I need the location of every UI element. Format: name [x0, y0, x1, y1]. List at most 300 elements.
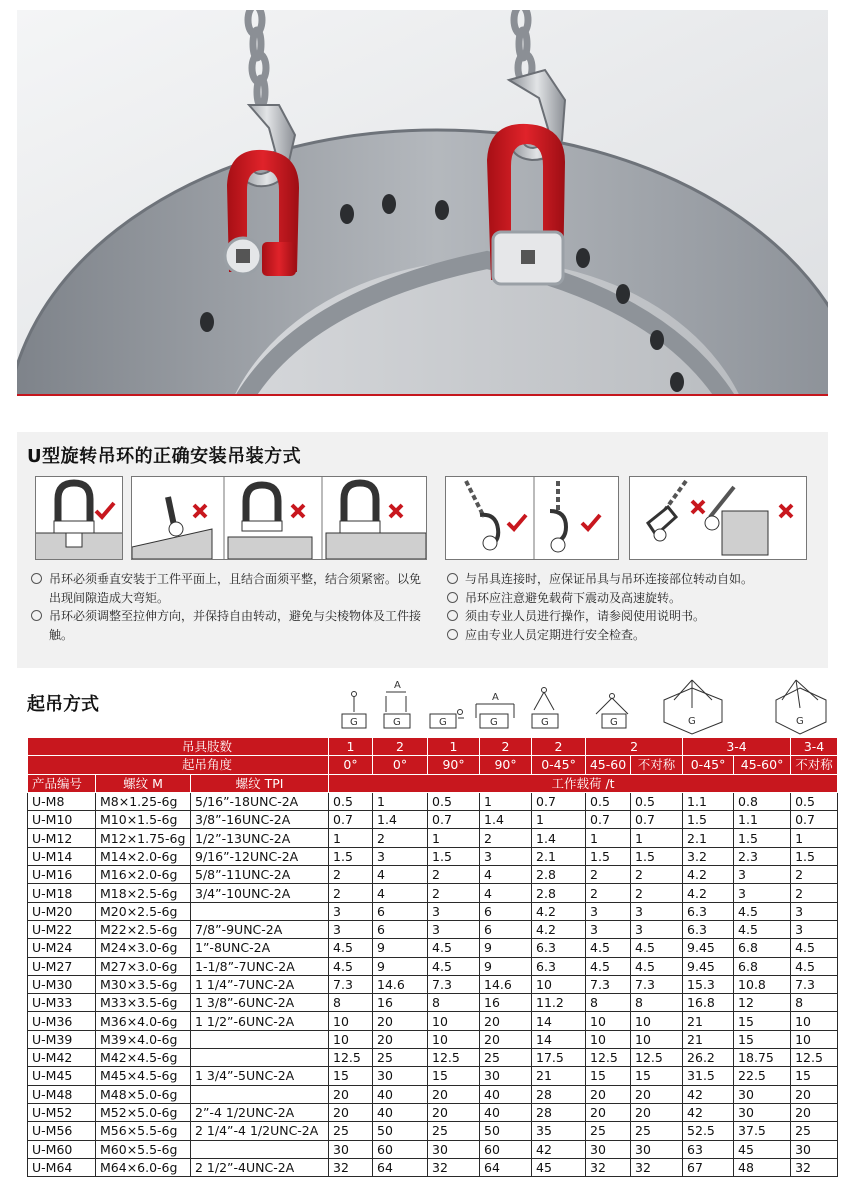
thread-m-cell: M33×3.5-6g: [96, 994, 191, 1012]
wll-value-cell: 3: [586, 920, 631, 938]
thread-m-cell: M8×1.25-6g: [96, 792, 191, 810]
table-row: [28, 957, 838, 975]
thread-tpi-cell: 1/2”-13UNC-2A: [191, 829, 329, 847]
wll-value-cell: 2: [373, 829, 428, 847]
two-leg-vertical-icon: [384, 680, 410, 728]
wll-value-cell: 8: [631, 994, 683, 1012]
angle-cell: 90°: [428, 756, 480, 774]
wll-value-cell: 4.5: [631, 957, 683, 975]
four-leg-asymmetric-icon: [776, 680, 826, 734]
wll-value-cell: 0.7: [631, 811, 683, 829]
note-item: 与吊具连接时，应保证吊具与吊环连接部位转动自如。: [447, 570, 817, 589]
legs-cell: 2: [480, 738, 532, 756]
product-code-cell: U-M10: [28, 811, 96, 829]
wll-value-cell: 4.5: [428, 939, 480, 957]
wll-value-cell: 10: [428, 1030, 480, 1048]
wll-value-cell: 0.7: [329, 811, 373, 829]
table-row: [28, 902, 838, 920]
thread-tpi-cell: 2 1/2”-4UNC-2A: [191, 1158, 329, 1176]
method-title: 起吊方式: [27, 694, 99, 715]
wll-value-cell: 14.6: [480, 975, 532, 993]
wll-value-cell: 3: [428, 920, 480, 938]
wll-value-cell: 30: [734, 1085, 791, 1103]
single-leg-side-icon: [430, 710, 464, 729]
thread-m-cell: M27×3.0-6g: [96, 957, 191, 975]
wll-value-cell: 4.5: [791, 957, 838, 975]
wll-value-cell: 60: [373, 1140, 428, 1158]
wll-value-cell: 9: [480, 939, 532, 957]
wll-value-cell: 31.5: [683, 1067, 734, 1085]
thread-tpi-cell: [191, 1140, 329, 1158]
thread-m-cell: M42×4.5-6g: [96, 1049, 191, 1067]
wll-value-cell: 20: [428, 1085, 480, 1103]
wll-value-cell: 12.5: [586, 1049, 631, 1067]
wll-value-cell: 7.3: [791, 975, 838, 993]
check-icon: [508, 515, 526, 529]
wll-value-cell: 10: [791, 1030, 838, 1048]
wll-value-cell: 20: [586, 1085, 631, 1103]
product-code-cell: U-M42: [28, 1049, 96, 1067]
wll-value-cell: 2: [586, 866, 631, 884]
wll-value-cell: 3: [428, 902, 480, 920]
wll-value-cell: 4: [480, 884, 532, 902]
wll-value-cell: 8: [791, 994, 838, 1012]
thread-m-cell: M64×6.0-6g: [96, 1158, 191, 1176]
wll-value-cell: 10: [586, 1012, 631, 1030]
thread-m-cell: M10×1.5-6g: [96, 811, 191, 829]
wll-value-cell: 3: [791, 902, 838, 920]
diagram-correct-install: [35, 476, 123, 560]
header-row-columns: [28, 774, 838, 792]
product-code-cell: U-M27: [28, 957, 96, 975]
wll-value-cell: 20: [480, 1012, 532, 1030]
wll-value-cell: 52.5: [683, 1122, 734, 1140]
wll-value-cell: 14.6: [373, 975, 428, 993]
product-code-cell: U-M45: [28, 1067, 96, 1085]
circle-bullet-icon: [447, 610, 458, 621]
wll-value-cell: 30: [373, 1067, 428, 1085]
wll-value-cell: 25: [586, 1122, 631, 1140]
wll-value-cell: 6: [480, 920, 532, 938]
angle-cell: 0-45°: [532, 756, 586, 774]
wll-value-cell: 40: [373, 1085, 428, 1103]
wll-value-cell: 2: [428, 866, 480, 884]
angle-cell: 0°: [329, 756, 373, 774]
wll-value-cell: 1: [428, 829, 480, 847]
table-row: [28, 939, 838, 957]
table-row: [28, 1067, 838, 1085]
cross-icon: [390, 505, 402, 517]
two-leg-side-icon: [476, 692, 514, 728]
wll-value-cell: 25: [329, 1122, 373, 1140]
wll-value-cell: 0.7: [428, 811, 480, 829]
wll-value-cell: 40: [373, 1103, 428, 1121]
wll-value-cell: 2: [329, 866, 373, 884]
svg-text:G: G: [393, 717, 401, 728]
wll-value-cell: 6.3: [532, 957, 586, 975]
legs-cell: 2: [532, 738, 586, 756]
cross-icon: [292, 505, 304, 517]
legs-label: 吊具肢数: [28, 738, 329, 756]
wll-value-cell: 10: [329, 1012, 373, 1030]
wll-value-cell: 15: [631, 1067, 683, 1085]
wll-value-cell: 1.4: [480, 811, 532, 829]
wll-value-cell: 6.8: [734, 957, 791, 975]
wll-value-cell: 20: [329, 1085, 373, 1103]
wll-value-cell: 21: [683, 1012, 734, 1030]
wll-value-cell: 25: [480, 1049, 532, 1067]
notes-right: [447, 570, 817, 644]
wll-value-cell: 1: [373, 792, 428, 810]
thread-m-cell: M16×2.0-6g: [96, 866, 191, 884]
cross-icon: [692, 501, 704, 513]
table-row: [28, 920, 838, 938]
wll-value-cell: 2: [791, 884, 838, 902]
check-icon: [96, 503, 114, 517]
wll-value-cell: 32: [631, 1158, 683, 1176]
wll-value-cell: 20: [428, 1103, 480, 1121]
table-row: [28, 884, 838, 902]
wll-value-cell: 30: [586, 1140, 631, 1158]
wll-value-cell: 14: [532, 1012, 586, 1030]
svg-text:G: G: [490, 717, 498, 728]
wll-value-cell: 42: [683, 1103, 734, 1121]
wll-value-cell: 60: [480, 1140, 532, 1158]
table-row: [28, 994, 838, 1012]
wll-value-cell: 1.5: [586, 847, 631, 865]
angle-cell: 45-60°: [734, 756, 791, 774]
wll-value-cell: 25: [631, 1122, 683, 1140]
wll-value-cell: 10: [586, 1030, 631, 1048]
thread-tpi-cell: 1”-8UNC-2A: [191, 939, 329, 957]
table-row: [28, 1140, 838, 1158]
thread-tpi-cell: 9/16”-12UNC-2A: [191, 847, 329, 865]
wll-header: 工作载荷 /t: [329, 774, 838, 792]
wll-value-cell: 32: [791, 1158, 838, 1176]
product-code-cell: U-M16: [28, 866, 96, 884]
wll-value-cell: 21: [532, 1067, 586, 1085]
wll-value-cell: 2.3: [734, 847, 791, 865]
wll-value-cell: 12.5: [428, 1049, 480, 1067]
wll-value-cell: 1.5: [428, 847, 480, 865]
wll-value-cell: 17.5: [532, 1049, 586, 1067]
wll-value-cell: 50: [373, 1122, 428, 1140]
wll-value-cell: 4.5: [734, 902, 791, 920]
svg-text:G: G: [796, 716, 804, 727]
circle-bullet-icon: [447, 592, 458, 603]
angle-label: 起吊角度: [28, 756, 329, 774]
wll-value-cell: 15: [428, 1067, 480, 1085]
wll-value-cell: 45: [532, 1158, 586, 1176]
legs-cell: 3-4: [683, 738, 791, 756]
wll-value-cell: 8: [329, 994, 373, 1012]
header-row-legs: [28, 738, 838, 756]
wll-value-cell: 3: [631, 920, 683, 938]
wll-value-cell: 1.4: [373, 811, 428, 829]
legs-cell: 1: [428, 738, 480, 756]
wll-value-cell: 1.5: [329, 847, 373, 865]
wll-value-cell: 21: [683, 1030, 734, 1048]
wll-value-cell: 2: [631, 866, 683, 884]
wll-value-cell: 9: [480, 957, 532, 975]
wll-value-cell: 2: [329, 884, 373, 902]
thread-m-cell: M56×5.5-6g: [96, 1122, 191, 1140]
thread-tpi-cell: 7/8”-9UNC-2A: [191, 920, 329, 938]
wll-value-cell: 2.8: [532, 884, 586, 902]
wll-value-cell: 4.2: [683, 866, 734, 884]
wll-value-cell: 63: [683, 1140, 734, 1158]
wll-value-cell: 4.5: [631, 939, 683, 957]
code-header: 产品编号: [28, 774, 96, 792]
angle-cell: 90°: [480, 756, 532, 774]
diagram-sharp-edge: [629, 476, 807, 560]
hero-divider: [17, 394, 828, 396]
install-title: U型旋转吊环的正确安装吊装方式: [27, 446, 302, 467]
svg-text:G: G: [688, 716, 696, 727]
wll-value-cell: 0.7: [791, 811, 838, 829]
wll-value-cell: 10: [791, 1012, 838, 1030]
wll-value-cell: 6: [480, 902, 532, 920]
wll-value-cell: 15: [329, 1067, 373, 1085]
thread-m-cell: M30×3.5-6g: [96, 975, 191, 993]
product-code-cell: U-M39: [28, 1030, 96, 1048]
wll-value-cell: 20: [480, 1030, 532, 1048]
two-leg-wide-angle-icon: [596, 694, 628, 729]
product-code-cell: U-M60: [28, 1140, 96, 1158]
wll-value-cell: 9: [373, 957, 428, 975]
table-row: [28, 847, 838, 865]
wll-value-cell: 10: [631, 1030, 683, 1048]
wll-value-cell: 12.5: [791, 1049, 838, 1067]
wll-value-cell: 7.3: [428, 975, 480, 993]
product-code-cell: U-M8: [28, 792, 96, 810]
table-row: [28, 975, 838, 993]
wll-value-cell: 9: [373, 939, 428, 957]
wll-value-cell: 40: [480, 1103, 532, 1121]
hero-photo: [17, 10, 828, 394]
wll-value-cell: 25: [428, 1122, 480, 1140]
svg-text:A: A: [394, 680, 401, 691]
wll-value-cell: 0.5: [631, 792, 683, 810]
product-code-cell: U-M36: [28, 1012, 96, 1030]
wll-value-cell: 0.5: [428, 792, 480, 810]
wll-value-cell: 40: [480, 1085, 532, 1103]
thread-tpi-cell: 2 1/4”-4 1/2UNC-2A: [191, 1122, 329, 1140]
wll-value-cell: 28: [532, 1085, 586, 1103]
thread-m-cell: M36×4.0-6g: [96, 1012, 191, 1030]
wll-value-cell: 2: [428, 884, 480, 902]
wll-value-cell: 20: [373, 1012, 428, 1030]
wll-value-cell: 3: [734, 866, 791, 884]
wll-value-cell: 25: [373, 1049, 428, 1067]
thread-m-cell: M14×2.0-6g: [96, 847, 191, 865]
thread-m-cell: M24×3.0-6g: [96, 939, 191, 957]
wll-value-cell: 50: [480, 1122, 532, 1140]
wll-value-cell: 0.7: [532, 792, 586, 810]
wll-value-cell: 3: [734, 884, 791, 902]
wll-value-cell: 1.1: [734, 811, 791, 829]
wll-value-cell: 1.4: [532, 829, 586, 847]
wll-value-cell: 6: [373, 902, 428, 920]
diagram-hook-connection: [445, 476, 619, 560]
wll-value-cell: 15.3: [683, 975, 734, 993]
table-row: [28, 1103, 838, 1121]
wll-value-cell: 15: [734, 1012, 791, 1030]
wll-value-cell: 12.5: [631, 1049, 683, 1067]
wll-value-cell: 15: [791, 1067, 838, 1085]
note-item: 吊环必须垂直安装于工件平面上，且结合面须平整，结合须紧密。以免出现间隙造成大弯矩。: [31, 570, 423, 607]
svg-text:G: G: [610, 717, 618, 728]
svg-text:G: G: [350, 717, 358, 728]
wll-value-cell: 6.3: [683, 902, 734, 920]
wll-value-cell: 0.7: [586, 811, 631, 829]
product-code-cell: U-M48: [28, 1085, 96, 1103]
wll-value-cell: 48: [734, 1158, 791, 1176]
thread-tpi-cell: 1 3/8”-6UNC-2A: [191, 994, 329, 1012]
circle-bullet-icon: [31, 573, 42, 584]
wll-value-cell: 20: [791, 1103, 838, 1121]
wll-value-cell: 12: [734, 994, 791, 1012]
thread-m-cell: M39×4.0-6g: [96, 1030, 191, 1048]
wll-value-cell: 30: [480, 1067, 532, 1085]
hero-illustration: [17, 10, 828, 394]
svg-text:G: G: [541, 717, 549, 728]
note-item: 吊环必须调整至拉伸方向，并保持自由转动，避免与尖棱物体及工件接触。: [31, 607, 423, 644]
lifting-method-icons: [330, 678, 830, 736]
header-row-angle: [28, 756, 838, 774]
table-row: [28, 1122, 838, 1140]
note-item: 应由专业人员定期进行安全检查。: [447, 626, 817, 645]
wll-value-cell: 30: [428, 1140, 480, 1158]
wll-value-cell: 4.5: [791, 939, 838, 957]
product-code-cell: U-M12: [28, 829, 96, 847]
wll-value-cell: 4.5: [329, 957, 373, 975]
wll-value-cell: 4.5: [586, 957, 631, 975]
check-icon: [582, 515, 600, 529]
wll-value-cell: 1: [329, 829, 373, 847]
thread-tpi-header: 螺纹 TPI: [191, 774, 329, 792]
thread-m-cell: M18×2.5-6g: [96, 884, 191, 902]
wll-value-cell: 1: [586, 829, 631, 847]
wll-value-cell: 3: [329, 920, 373, 938]
wll-value-cell: 3.2: [683, 847, 734, 865]
thread-m-cell: M12×1.75-6g: [96, 829, 191, 847]
product-code-cell: U-M18: [28, 884, 96, 902]
legs-cell: 1: [329, 738, 373, 756]
thread-m-cell: M20×2.5-6g: [96, 902, 191, 920]
table-row: [28, 829, 838, 847]
wll-value-cell: 4: [480, 866, 532, 884]
wll-value-cell: 12.5: [329, 1049, 373, 1067]
wll-value-cell: 1.5: [734, 829, 791, 847]
wll-value-cell: 7.3: [631, 975, 683, 993]
wll-value-cell: 2.1: [532, 847, 586, 865]
table-row: [28, 1030, 838, 1048]
thread-tpi-cell: 1 1/4”-7UNC-2A: [191, 975, 329, 993]
thread-tpi-cell: 3/8”-16UNC-2A: [191, 811, 329, 829]
wll-value-cell: 42: [683, 1085, 734, 1103]
wll-value-cell: 67: [683, 1158, 734, 1176]
angle-cell: 45-60: [586, 756, 631, 774]
wll-value-cell: 64: [373, 1158, 428, 1176]
two-leg-angled-icon: [532, 688, 558, 729]
wll-value-cell: 15: [734, 1030, 791, 1048]
wll-value-cell: 4.2: [683, 884, 734, 902]
table-row: [28, 792, 838, 810]
thread-m-cell: M48×5.0-6g: [96, 1085, 191, 1103]
product-code-cell: U-M14: [28, 847, 96, 865]
wll-value-cell: 18.75: [734, 1049, 791, 1067]
wll-value-cell: 8: [428, 994, 480, 1012]
thread-tpi-cell: [191, 1085, 329, 1103]
wll-value-cell: 16: [373, 994, 428, 1012]
wll-value-cell: 3: [791, 920, 838, 938]
thread-tpi-cell: 1-1/8”-7UNC-2A: [191, 957, 329, 975]
wll-value-cell: 2: [791, 866, 838, 884]
wll-value-cell: 22.5: [734, 1067, 791, 1085]
circle-bullet-icon: [447, 629, 458, 640]
angle-cell: 0°: [373, 756, 428, 774]
wll-value-cell: 1: [480, 792, 532, 810]
wll-value-cell: 32: [428, 1158, 480, 1176]
table-row: [28, 1085, 838, 1103]
wll-value-cell: 9.45: [683, 957, 734, 975]
wll-value-cell: 20: [791, 1085, 838, 1103]
wll-value-cell: 1.5: [791, 847, 838, 865]
wll-value-cell: 11.2: [532, 994, 586, 1012]
product-code-cell: U-M56: [28, 1122, 96, 1140]
single-leg-vertical-icon: [342, 692, 366, 729]
wll-value-cell: 3: [373, 847, 428, 865]
wll-value-cell: 28: [532, 1103, 586, 1121]
wll-value-cell: 1.5: [631, 847, 683, 865]
cross-icon: [194, 505, 206, 517]
wll-value-cell: 4: [373, 866, 428, 884]
wll-value-cell: 1: [791, 829, 838, 847]
wll-value-cell: 32: [586, 1158, 631, 1176]
wll-value-cell: 42: [532, 1140, 586, 1158]
table-row: [28, 811, 838, 829]
wll-value-cell: 4.2: [532, 920, 586, 938]
wll-value-cell: 30: [734, 1103, 791, 1121]
wll-value-cell: 45: [734, 1140, 791, 1158]
wll-value-cell: 3: [631, 902, 683, 920]
svg-text:G: G: [439, 717, 447, 728]
table-row: [28, 1012, 838, 1030]
product-code-cell: U-M24: [28, 939, 96, 957]
svg-text:A: A: [492, 692, 499, 703]
wll-value-cell: 10: [532, 975, 586, 993]
cross-icon: [780, 505, 792, 517]
diagram-incorrect-installs: [131, 476, 427, 560]
product-code-cell: U-M64: [28, 1158, 96, 1176]
wll-value-cell: 2: [586, 884, 631, 902]
legs-cell: 2: [586, 738, 683, 756]
wll-value-cell: 35: [532, 1122, 586, 1140]
wll-value-cell: 2: [480, 829, 532, 847]
thread-tpi-cell: 1 1/2”-6UNC-2A: [191, 1012, 329, 1030]
wll-value-cell: 3: [480, 847, 532, 865]
wll-value-cell: 4.5: [734, 920, 791, 938]
wll-value-cell: 0.5: [586, 792, 631, 810]
wll-value-cell: 14: [532, 1030, 586, 1048]
wll-value-cell: 10: [329, 1030, 373, 1048]
wll-value-cell: 1.1: [683, 792, 734, 810]
wll-value-cell: 3: [329, 902, 373, 920]
wll-value-cell: 7.3: [586, 975, 631, 993]
thread-tpi-cell: 2”-4 1/2UNC-2A: [191, 1103, 329, 1121]
wll-value-cell: 20: [586, 1103, 631, 1121]
